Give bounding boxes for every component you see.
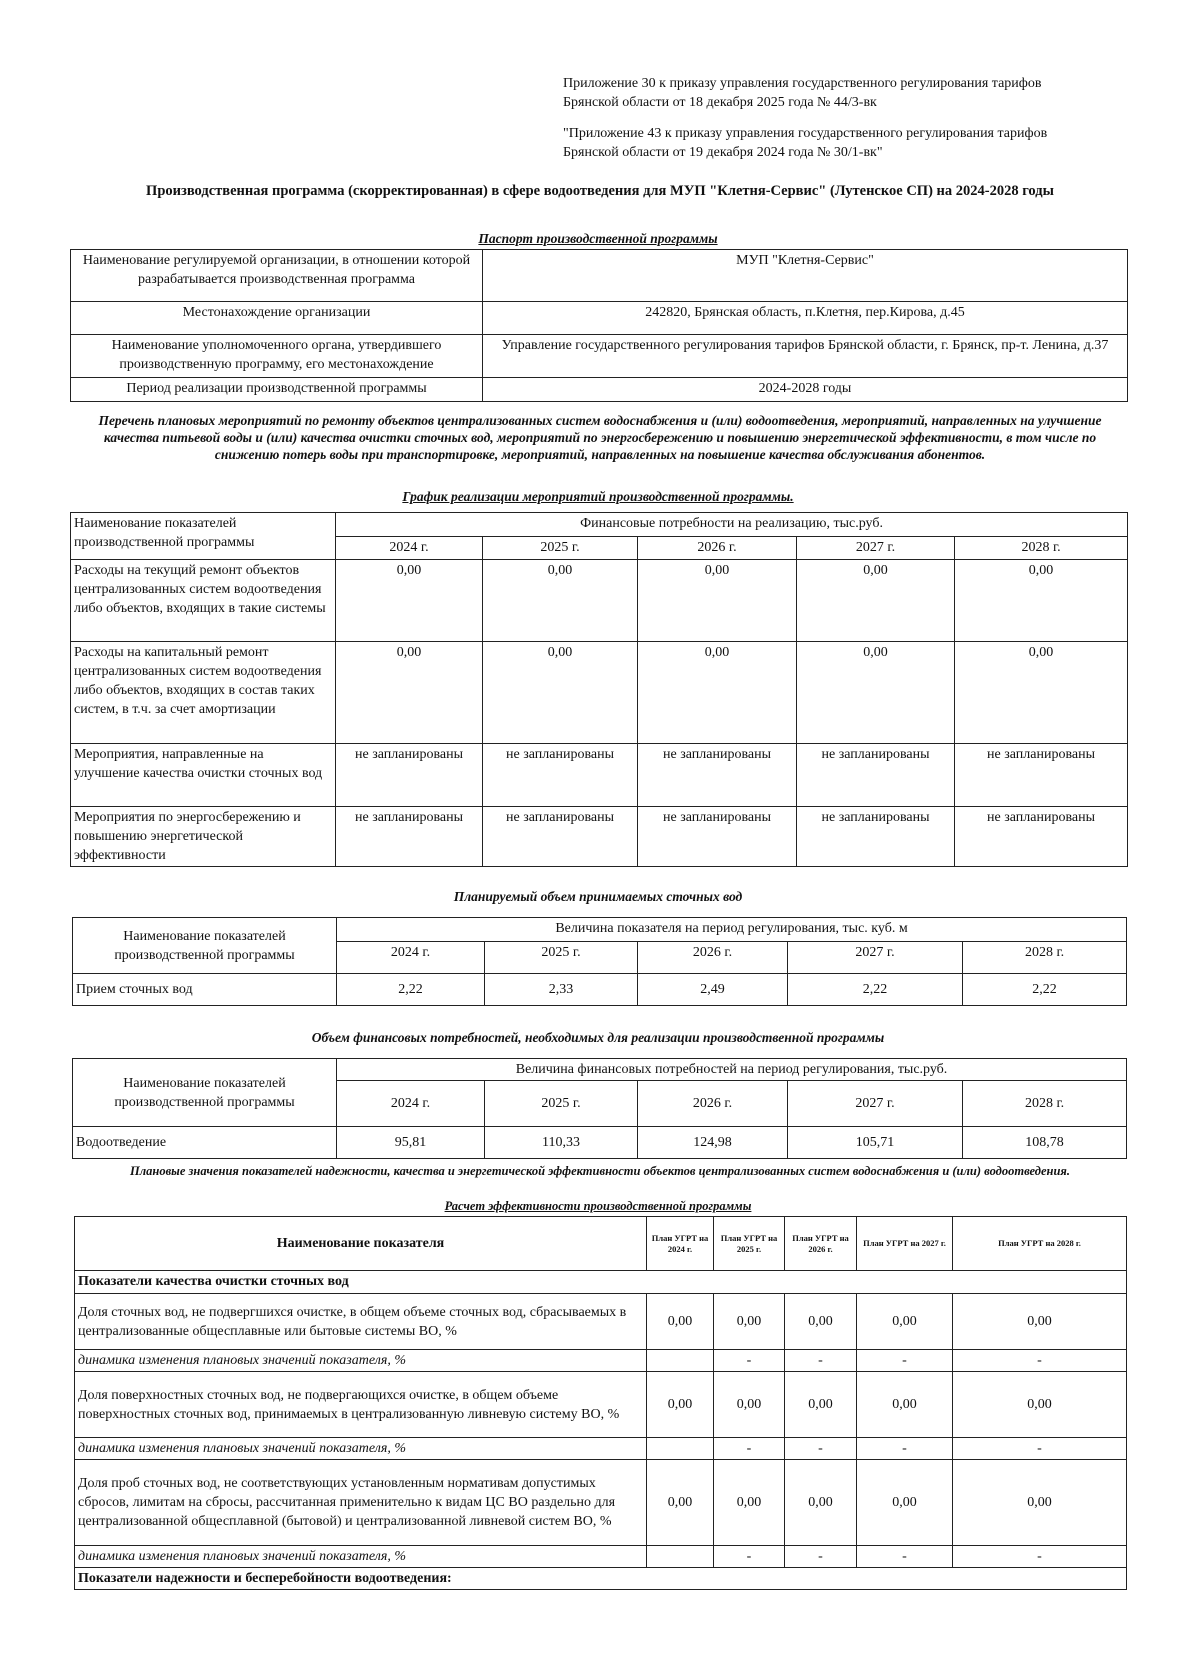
cell-value: 0,00 xyxy=(647,1294,714,1350)
year-header: 2027 г. xyxy=(788,1081,963,1127)
cell-value: - xyxy=(953,1438,1127,1460)
table-row xyxy=(71,560,1128,642)
cell-value: 2,22 xyxy=(788,974,963,1006)
cell-value: 0,00 xyxy=(714,1294,785,1350)
plan-col-header: План УГРТ на 2025 г. xyxy=(714,1217,785,1271)
row-name: Расходы на капитальный ремонт централизованных систем водоотведения либо объектов, входящих в состав таких систем, в т.ч. за счет амортизации xyxy=(71,642,336,744)
cell-value: - xyxy=(785,1438,857,1460)
year-header: 2027 г. xyxy=(788,942,963,974)
plan-col-header: План УГРТ на 2028 г. xyxy=(953,1217,1127,1271)
measures-col-group: Финансовые потребности на реализацию, тыс.руб. xyxy=(336,513,1128,537)
cell-value: 0,00 xyxy=(714,1372,785,1438)
table-row xyxy=(71,744,1128,807)
passport-table xyxy=(70,249,1128,402)
cell-value: 0,00 xyxy=(785,1460,857,1546)
passport-row xyxy=(71,302,1128,335)
cell-value: 0,00 xyxy=(336,642,483,744)
cell-value: не запланированы xyxy=(797,744,955,807)
cell-value: 108,78 xyxy=(963,1127,1127,1159)
passport-value: МУП "Клетня-Сервис" xyxy=(483,250,1128,302)
header-line-2: Брянской области от 18 декабря 2025 года № 44/3-вк xyxy=(563,95,877,110)
measures-intro: Перечень плановых мероприятий по ремонту объектов централизованных систем водоснабжения и (или) водоотведения, мероприятий, направленных на улучшение качества питьевой воды и (или) качества очистки сточных вод, мероприятий по энергосбережению и повышению энергетической эффективности, в том числе по снижению потерь воды при транспортировке, мероприятий, направленных на повышение качества обслуживания абонентов. xyxy=(98,413,1102,462)
row-name: Доля проб сточных вод, не соответствующих установленным нормативам допустимых сбросов, лимитам на сбросы, рассчитанная применительно к видам ЦС ВО раздельно для централизованной общесплавной (бытовой) и централизованной ливневой систем ВО, % xyxy=(75,1460,647,1546)
row-name: Водоотведение xyxy=(73,1127,337,1159)
table-row xyxy=(75,1350,1127,1372)
row-name: динамика изменения плановых значений показателя, % xyxy=(75,1438,647,1460)
cell-value: не запланированы xyxy=(336,807,483,867)
year-header: 2024 г. xyxy=(336,537,483,560)
indicators-caption: Расчет эффективности производственной программы xyxy=(444,1199,752,1213)
measures-caption: График реализации мероприятий производственной программы. xyxy=(402,489,794,504)
passport-row xyxy=(71,335,1128,378)
passport-label: Наименование уполномоченного органа, утвердившего производственную программу, его местонахождение xyxy=(71,335,483,378)
cell-value: 0,00 xyxy=(483,642,638,744)
document-title: Производственная программа (скорректированная) в сфере водоотведения для МУП "Клетня-Сервис" (Лутенское СП) на 2024-2028 годы xyxy=(146,183,1054,199)
finance-col-name: Наименование показателей производственной программы xyxy=(73,1059,337,1127)
header-line-1: Приложение 30 к приказу управления государственного регулирования тарифов xyxy=(563,76,1042,91)
table-row xyxy=(71,807,1128,867)
year-header: 2028 г. xyxy=(963,1081,1127,1127)
cell-value: 2,22 xyxy=(963,974,1127,1006)
table-row xyxy=(75,1546,1127,1568)
passport-label: Период реализации производственной программы xyxy=(71,378,483,402)
plan-col-header: План УГРТ на 2024 г. xyxy=(647,1217,714,1271)
cell-value: 0,00 xyxy=(714,1460,785,1546)
cell-value: 124,98 xyxy=(638,1127,788,1159)
cell-value: 95,81 xyxy=(337,1127,485,1159)
cell-value xyxy=(647,1438,714,1460)
cell-value: - xyxy=(714,1546,785,1568)
plan-col-header: План УГРТ на 2026 г. xyxy=(785,1217,857,1271)
table-row xyxy=(75,1372,1127,1438)
measures-col-name: Наименование показателей производственной программы xyxy=(71,513,336,560)
row-name: динамика изменения плановых значений показателя, % xyxy=(75,1546,647,1568)
cell-value: 2,33 xyxy=(485,974,638,1006)
cell-value: 0,00 xyxy=(638,560,797,642)
year-header: 2026 г. xyxy=(638,1081,788,1127)
passport-value: 2024-2028 годы xyxy=(483,378,1128,402)
year-header: 2025 г. xyxy=(485,1081,638,1127)
indicators-col-name: Наименование показателя xyxy=(75,1217,647,1271)
cell-value: не запланированы xyxy=(955,744,1128,807)
year-header: 2028 г. xyxy=(963,942,1127,974)
passport-label: Наименование регулируемой организации, в отношении которой разрабатывается производственная программа xyxy=(71,250,483,302)
row-name: Мероприятия, направленные на улучшение качества очистки сточных вод xyxy=(71,744,336,807)
finance-table xyxy=(72,1058,1127,1159)
cell-value: 0,00 xyxy=(647,1460,714,1546)
row-name: Доля поверхностных сточных вод, не подвергающихся очистке, в общем объеме поверхностных сточных вод, принимаемых в централизованную ливневую систему ВО, % xyxy=(75,1372,647,1438)
cell-value: 0,00 xyxy=(857,1372,953,1438)
cell-value: 0,00 xyxy=(953,1372,1127,1438)
cell-value xyxy=(647,1350,714,1372)
cell-value xyxy=(647,1546,714,1568)
year-header: 2024 г. xyxy=(337,942,485,974)
cell-value: не запланированы xyxy=(638,744,797,807)
measures-table xyxy=(70,512,1128,867)
cell-value: не запланированы xyxy=(336,744,483,807)
cell-value: - xyxy=(857,1438,953,1460)
cell-value: 0,00 xyxy=(797,642,955,744)
cell-value: - xyxy=(953,1546,1127,1568)
cell-value: - xyxy=(714,1438,785,1460)
cell-value: - xyxy=(785,1350,857,1372)
table-row xyxy=(71,642,1128,744)
table-row xyxy=(75,1294,1127,1350)
cell-value: - xyxy=(785,1546,857,1568)
indicators-intro: Плановые значения показателей надежности, качества и энергетической эффективности объектов централизованных систем водоснабжения и (или) водоотведения. xyxy=(130,1164,1070,1178)
cell-value: 110,33 xyxy=(485,1127,638,1159)
table-row xyxy=(73,1127,1127,1159)
year-header: 2026 г. xyxy=(638,537,797,560)
year-header: 2025 г. xyxy=(485,942,638,974)
cell-value: 0,00 xyxy=(857,1294,953,1350)
cell-value: 2,49 xyxy=(638,974,788,1006)
row-name: Доля сточных вод, не подвергшихся очистке, в общем объеме сточных вод, сбрасываемых в централизованные общесплавные или бытовые системы ВО, % xyxy=(75,1294,647,1350)
cell-value: 0,00 xyxy=(785,1372,857,1438)
cell-value: не запланированы xyxy=(955,807,1128,867)
row-name: Прием сточных вод xyxy=(73,974,337,1006)
year-header: 2025 г. xyxy=(483,537,638,560)
cell-value: 0,00 xyxy=(955,642,1128,744)
cell-value: - xyxy=(857,1546,953,1568)
table-row xyxy=(75,1460,1127,1546)
cell-value: 0,00 xyxy=(336,560,483,642)
row-name: динамика изменения плановых значений показателя, % xyxy=(75,1350,647,1372)
cell-value: - xyxy=(953,1350,1127,1372)
plan-col-header: План УГРТ на 2027 г. xyxy=(857,1217,953,1271)
year-header: 2024 г. xyxy=(337,1081,485,1127)
passport-label: Местонахождение организации xyxy=(71,302,483,335)
year-header: 2026 г. xyxy=(638,942,788,974)
passport-caption: Паспорт производственной программы xyxy=(478,231,718,246)
header-line-3: "Приложение 43 к приказу управления государственного регулирования тарифов xyxy=(563,126,1048,141)
passport-row xyxy=(71,378,1128,402)
cell-value: 0,00 xyxy=(647,1372,714,1438)
row-name: Расходы на текущий ремонт объектов централизованных систем водоотведения либо объектов, входящих в такие системы xyxy=(71,560,336,642)
cell-value: 0,00 xyxy=(797,560,955,642)
finance-caption: Объем финансовых потребностей, необходимых для реализации производственной программы xyxy=(311,1030,885,1045)
indicators-table xyxy=(74,1216,1127,1590)
year-header: 2027 г. xyxy=(797,537,955,560)
volume-table xyxy=(72,917,1127,1006)
row-name: Мероприятия по энергосбережению и повышению энергетической эффективности xyxy=(71,807,336,867)
cell-value: 0,00 xyxy=(953,1460,1127,1546)
cell-value: 2,22 xyxy=(337,974,485,1006)
cell-value: 0,00 xyxy=(953,1294,1127,1350)
volume-caption: Планируемый объем принимаемых сточных вод xyxy=(453,889,743,904)
cell-value: - xyxy=(714,1350,785,1372)
cell-value: не запланированы xyxy=(797,807,955,867)
table-row xyxy=(75,1438,1127,1460)
passport-value: 242820, Брянская область, п.Клетня, пер.Кирова, д.45 xyxy=(483,302,1128,335)
cell-value: 105,71 xyxy=(788,1127,963,1159)
section-heading: Показатели надежности и бесперебойности водоотведения: xyxy=(75,1568,1127,1590)
header-line-4: Брянской области от 19 декабря 2024 года № 30/1-вк" xyxy=(563,145,883,160)
cell-value: 0,00 xyxy=(785,1294,857,1350)
table-row xyxy=(73,974,1127,1006)
passport-row xyxy=(71,250,1128,302)
cell-value: - xyxy=(857,1350,953,1372)
finance-col-group: Величина финансовых потребностей на период регулирования, тыс.руб. xyxy=(337,1059,1127,1081)
volume-col-name: Наименование показателей производственной программы xyxy=(73,918,337,974)
passport-value: Управление государственного регулирования тарифов Брянской области, г. Брянск, пр-т. Ленина, д.37 xyxy=(483,335,1128,378)
cell-value: не запланированы xyxy=(483,807,638,867)
cell-value: не запланированы xyxy=(638,807,797,867)
volume-col-group: Величина показателя на период регулирования, тыс. куб. м xyxy=(337,918,1127,942)
cell-value: не запланированы xyxy=(483,744,638,807)
cell-value: 0,00 xyxy=(955,560,1128,642)
cell-value: 0,00 xyxy=(638,642,797,744)
year-header: 2028 г. xyxy=(955,537,1128,560)
cell-value: 0,00 xyxy=(857,1460,953,1546)
section-heading: Показатели качества очистки сточных вод xyxy=(75,1271,1127,1294)
cell-value: 0,00 xyxy=(483,560,638,642)
